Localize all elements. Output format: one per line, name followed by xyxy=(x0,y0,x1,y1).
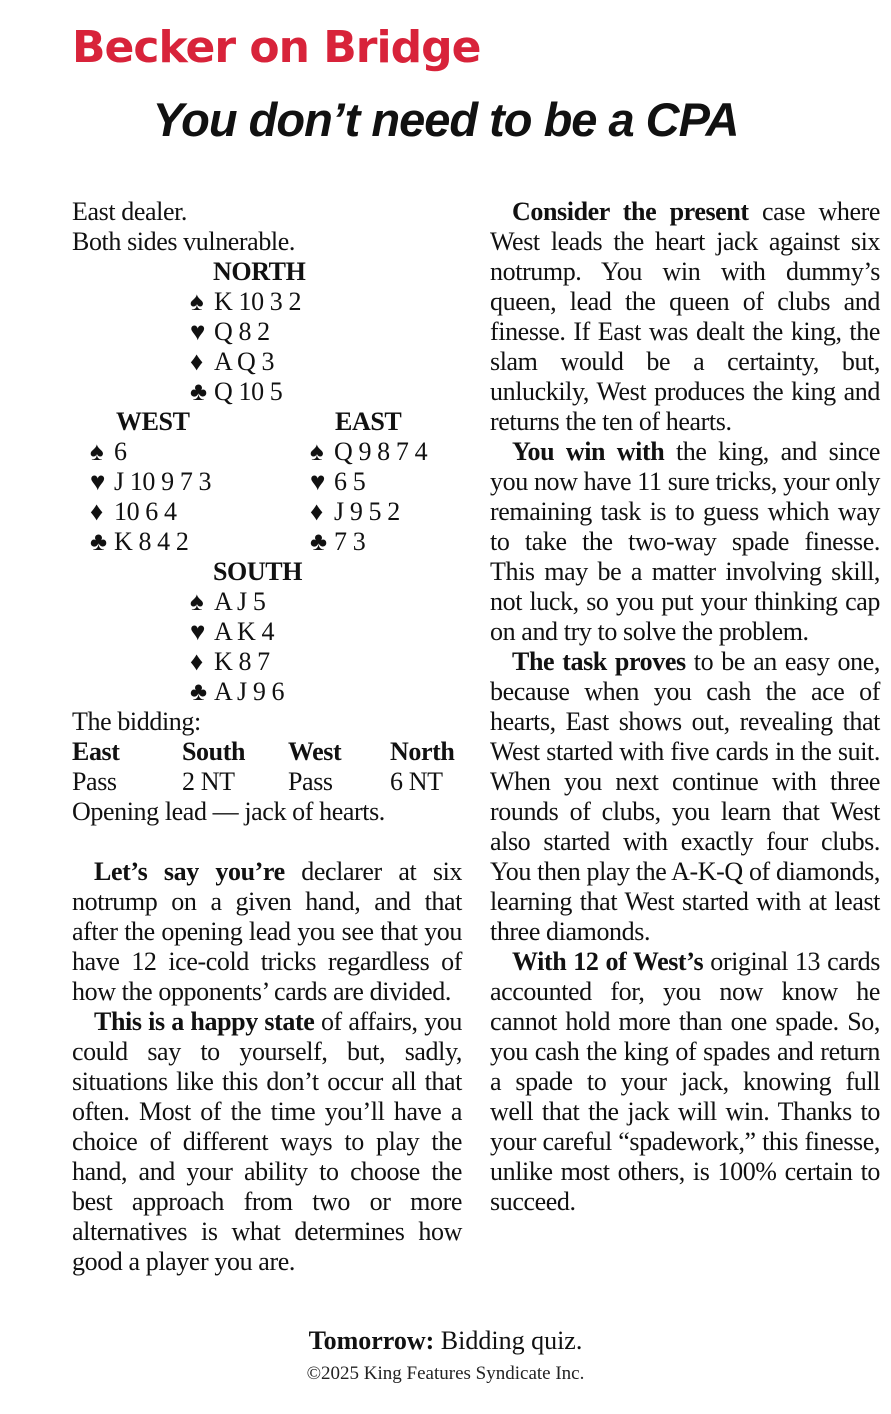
east-label: EAST xyxy=(335,407,402,436)
north-diamonds: ♦ A Q 3 xyxy=(190,347,275,376)
west-spades: ♠ 6 xyxy=(90,437,127,466)
south-diamonds: ♦ K 8 7 xyxy=(190,647,270,676)
east-diamonds: ♦ J 9 5 2 xyxy=(310,497,400,526)
spade-icon: ♠ xyxy=(190,587,204,616)
bid-cell: 2 NT xyxy=(182,767,235,796)
east-hearts: ♥ 6 5 xyxy=(310,467,366,496)
article-paragraph: With 12 of West’s original 13 cards accounted for, you now know he cannot hold more than one spade. So, you cash the king of spades and return a spade to your jack, knowing full well that the jack will win. Thanks to your careful “spadework,” this finesse, unlike most others, is 100% certain to succeed. xyxy=(490,947,880,1216)
diamond-icon: ♦ xyxy=(190,347,203,376)
heart-icon: ♥ xyxy=(310,467,326,496)
spade-icon: ♠ xyxy=(310,437,324,466)
north-hand xyxy=(190,287,301,407)
west-hearts: ♥ J 10 9 7 3 xyxy=(90,467,212,496)
tomorrow-label: Tomorrow: xyxy=(308,1326,435,1355)
bidding-table xyxy=(72,737,462,797)
club-icon: ♣ xyxy=(190,377,207,406)
copyright-notice: ©2025 King Features Syndicate Inc. xyxy=(306,1363,585,1384)
bid-cell: 6 NT xyxy=(390,767,443,796)
north-label: NORTH xyxy=(213,257,306,286)
tomorrow-teaser xyxy=(0,1326,891,1356)
bid-header-south: South xyxy=(182,737,246,766)
article-headline: You don’t need to be a CPA xyxy=(152,93,739,146)
east-hand xyxy=(310,437,427,557)
right-column xyxy=(490,197,880,1217)
article-paragraph: You win with the king, and since you now have 11 sure tricks, your only remaining task is to guess which way to take the two-way spade finesse. This may be a matter involving skill, not luck, so you put your thinking cap on and try to solve the problem. xyxy=(490,437,881,646)
article-paragraph: The task proves to be an easy one, because when you cash the ace of hearts, East shows out, revealing that West started with five cards in the suit. When you next continue with three rounds of clubs, you learn that West also started with exactly four clubs. You then play the A-K-Q of diamonds, learning that West started with at least three diamonds. xyxy=(490,647,880,946)
west-hand xyxy=(90,437,211,557)
east-spades: ♠ Q 9 8 7 4 xyxy=(310,437,428,466)
opening-lead: Opening lead — jack of hearts. xyxy=(72,797,385,826)
spade-icon: ♠ xyxy=(90,437,104,466)
heart-icon: ♥ xyxy=(190,317,206,346)
west-diamonds: ♦ 10 6 4 xyxy=(90,497,177,526)
south-clubs: ♣ A J 9 6 xyxy=(190,677,285,706)
diamond-icon: ♦ xyxy=(90,497,103,526)
south-hearts: ♥ A K 4 xyxy=(190,617,275,646)
south-spades: ♠ A J 5 xyxy=(190,587,266,616)
club-icon: ♣ xyxy=(190,677,207,706)
bid-header-north: North xyxy=(390,737,455,766)
heart-icon: ♥ xyxy=(90,467,106,496)
bidding-title: The bidding: xyxy=(72,707,201,736)
west-label: WEST xyxy=(116,407,190,436)
south-label: SOUTH xyxy=(213,557,303,586)
vulnerability-line: Both sides vulnerable. xyxy=(72,227,295,256)
club-icon: ♣ xyxy=(90,527,107,556)
bid-header-east: East xyxy=(72,737,120,766)
deal-diagram xyxy=(72,257,462,707)
bid-header-west: West xyxy=(288,737,342,766)
west-clubs: ♣ K 8 4 2 xyxy=(90,527,189,556)
dealer-line: East dealer. xyxy=(72,197,188,226)
north-hearts: ♥ Q 8 2 xyxy=(190,317,270,346)
heart-icon: ♥ xyxy=(190,617,206,646)
east-clubs: ♣ 7 3 xyxy=(310,527,366,556)
diamond-icon: ♦ xyxy=(190,647,203,676)
left-column xyxy=(72,197,462,1277)
tomorrow-text: Bidding quiz. xyxy=(434,1326,583,1355)
article-paragraph: Consider the present case where West leads the heart jack against six notrump. You win with dummy’s queen, lead the queen of clubs and finesse. If East was dealt the king, the slam would be a certainty, but, unluckily, West produces the king and returns the ten of hearts. xyxy=(490,197,881,436)
south-hand xyxy=(190,587,284,707)
north-clubs: ♣ Q 10 5 xyxy=(190,377,283,406)
article-paragraph: This is a happy state of affairs, you could say to yourself, but, sadly, situations like this don’t occur all that often. Most of the time you’ll have a choice of different ways to play the hand, and your ability to choose the best approach from two or more alternatives is what determines how good a player you are. xyxy=(72,1007,462,1276)
brand-title: Becker on Bridge xyxy=(72,22,481,73)
north-spades: ♠ K 10 3 2 xyxy=(190,287,302,316)
spade-icon: ♠ xyxy=(190,287,204,316)
article-paragraph: Let’s say you’re declarer at six notrump on a given hand, and that after the opening lead you see that you have 12 ice-cold tricks regardless of how the opponents’ cards are divided. xyxy=(72,857,462,1006)
bid-cell: Pass xyxy=(288,767,333,796)
club-icon: ♣ xyxy=(310,527,327,556)
bid-cell: Pass xyxy=(72,767,117,796)
diamond-icon: ♦ xyxy=(310,497,323,526)
